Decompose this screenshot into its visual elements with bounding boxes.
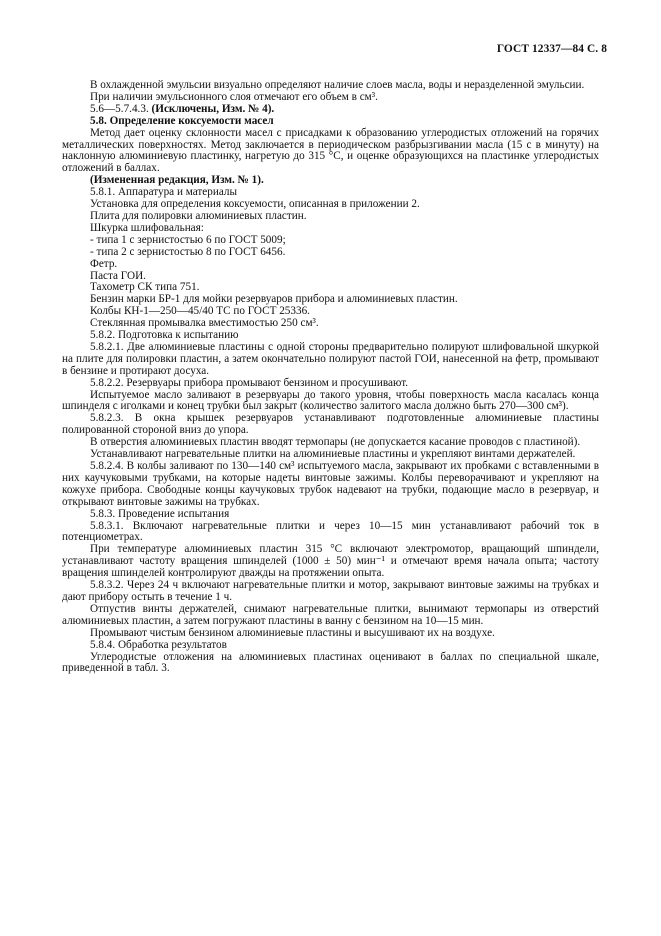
paragraph: Промывают чистым бензином алюминиевые пластины и высушивают их на воздухе. [90,626,495,639]
paragraph: В охлажденной эмульсии визуально определяют наличие слоев масла, воды и неразделенной эмульсии. [90,79,585,91]
paragraph: 5.8.2.2. Резервуары прибора промывают бензином и просушивают. [90,376,409,389]
list-item: Фетр. [90,257,118,270]
page-header: ГОСТ 12337—84 С. 8 [496,43,607,55]
list-item: Установка для определения коксуемости, описанная в приложении 2. [90,198,420,211]
paragraph: Метод дает оценку склонности масел с присадками к образованию углеродистых отложений на горячих металлических поверхностях. Метод заключается в периодическом разбрызгивании масла (15 с в минуту) на наклонную алюминиевую пластинку, нагретую до 315 °С, и оценке образующихся на пластинке углеродистых отложений в баллах. [62,126,599,175]
subsection-heading: 5.8.2. Подготовка к испытанию [90,329,239,342]
subsection-heading: 5.8.1. Аппаратура и материалы [90,186,238,199]
paragraph: 5.8.2.1. Две алюминиевые пластины с одной стороны предварительно полируют шлифовальной шкуркой на плите для полировки пластин, а затем окончательно полируют пастой ГОИ, нанесенной на фетр, промывают в бензине и протирают досуха. [62,340,599,377]
list-item: Стеклянная промывалка вместимостью 250 см³. [90,317,319,330]
list-item: Колбы КН-1—250—45/40 ТС по ГОСТ 25336. [90,305,310,318]
paragraph: Отпустив винты держателей, снимают нагревательные плитки, вынимают термопары из отверстий алюминиевых пластин, а затем погружают пластины в ванну с бензином на 10—15 мин. [62,602,599,627]
paragraph: Устанавливают нагревательные плитки на алюминиевые пластины и укрепляют винтами держателей. [90,448,576,461]
subsection-heading: 5.8.4. Обработка результатов [90,638,227,651]
paragraph: В отверстия алюминиевых пластин вводят термопары (не допускается касание проводов с пластиной). [90,436,581,449]
paragraph: 5.8.2.3. В окна крышек резервуаров устанавливают подготовленные алюминиевые пластины полированной стороной вниз до упора. [62,412,599,437]
document-body [62,80,599,675]
paragraph: При наличии эмульсионного слоя отмечают его объем в см³. [90,90,378,103]
list-item: - типа 1 с зернистостью 6 по ГОСТ 5009; [90,233,286,246]
paragraph: При температуре алюминиевых пластин 315 °С включают электромотор, вращающий шпиндели, устанавливают частоту вращения шпинделей (1000 ± 50) мин⁻¹ и отмечают время начала опыта; частоту вращения шпинделей контролируют дважды на протяжении опыта. [62,543,599,580]
paragraph: Углеродистые отложения на алюминиевых пластинах оценивают в баллах по специальной шкале, приведенной в табл. 3. [62,650,599,675]
list-item: Паста ГОИ. [90,269,146,282]
paragraph: 5.8.2.4. В колбы заливают по 130—140 см³ испытуемого масла, закрывают их пробками с вставленными в них каучуковыми трубками, на которые надеты винтовые зажимы. Колбы переворачивают и укрепляют на кожухе прибора. Свободные концы каучуковых трубок надевают на трубки, подающие масло в резервуар, и открывают винтовые зажимы на трубках. [62,460,599,508]
list-item: Тахометр СК типа 751. [90,281,200,294]
subsection-heading: 5.8.3. Проведение испытания [90,507,230,520]
list-item: Плита для полировки алюминиевых пластин. [90,209,307,222]
paragraph: 5.6—5.7.4.3. (Исключены, Изм. № 4). [90,102,275,115]
paragraph: 5.8.3.1. Включают нагревательные плитки и через 10—15 мин устанавливают рабочий ток в потенциометрах. [62,519,599,544]
list-item: Шкурка шлифовальная: [90,221,204,234]
paragraph: 5.8.3.2. Через 24 ч включают нагревательные плитки и мотор, закрывают винтовые зажимы на трубках и дают прибору остыть в течение 1 ч. [62,579,599,603]
list-item: - типа 2 с зернистостью 8 по ГОСТ 6456. [90,245,286,258]
paragraph: Испытуемое масло заливают в резервуары до такого уровня, чтобы поверхность масла касалась конца шпинделя с иголками и конец трубки был закрыт (количество залитого масла должно быть 270—300 см³). [62,388,599,413]
amendment-note: (Измененная редакция, Изм. № 1). [90,174,264,187]
section-heading: 5.8. Определение коксуемости масел [90,114,274,127]
list-item: Бензин марки БР-1 для мойки резервуаров прибора и алюминиевых пластин. [90,293,458,306]
